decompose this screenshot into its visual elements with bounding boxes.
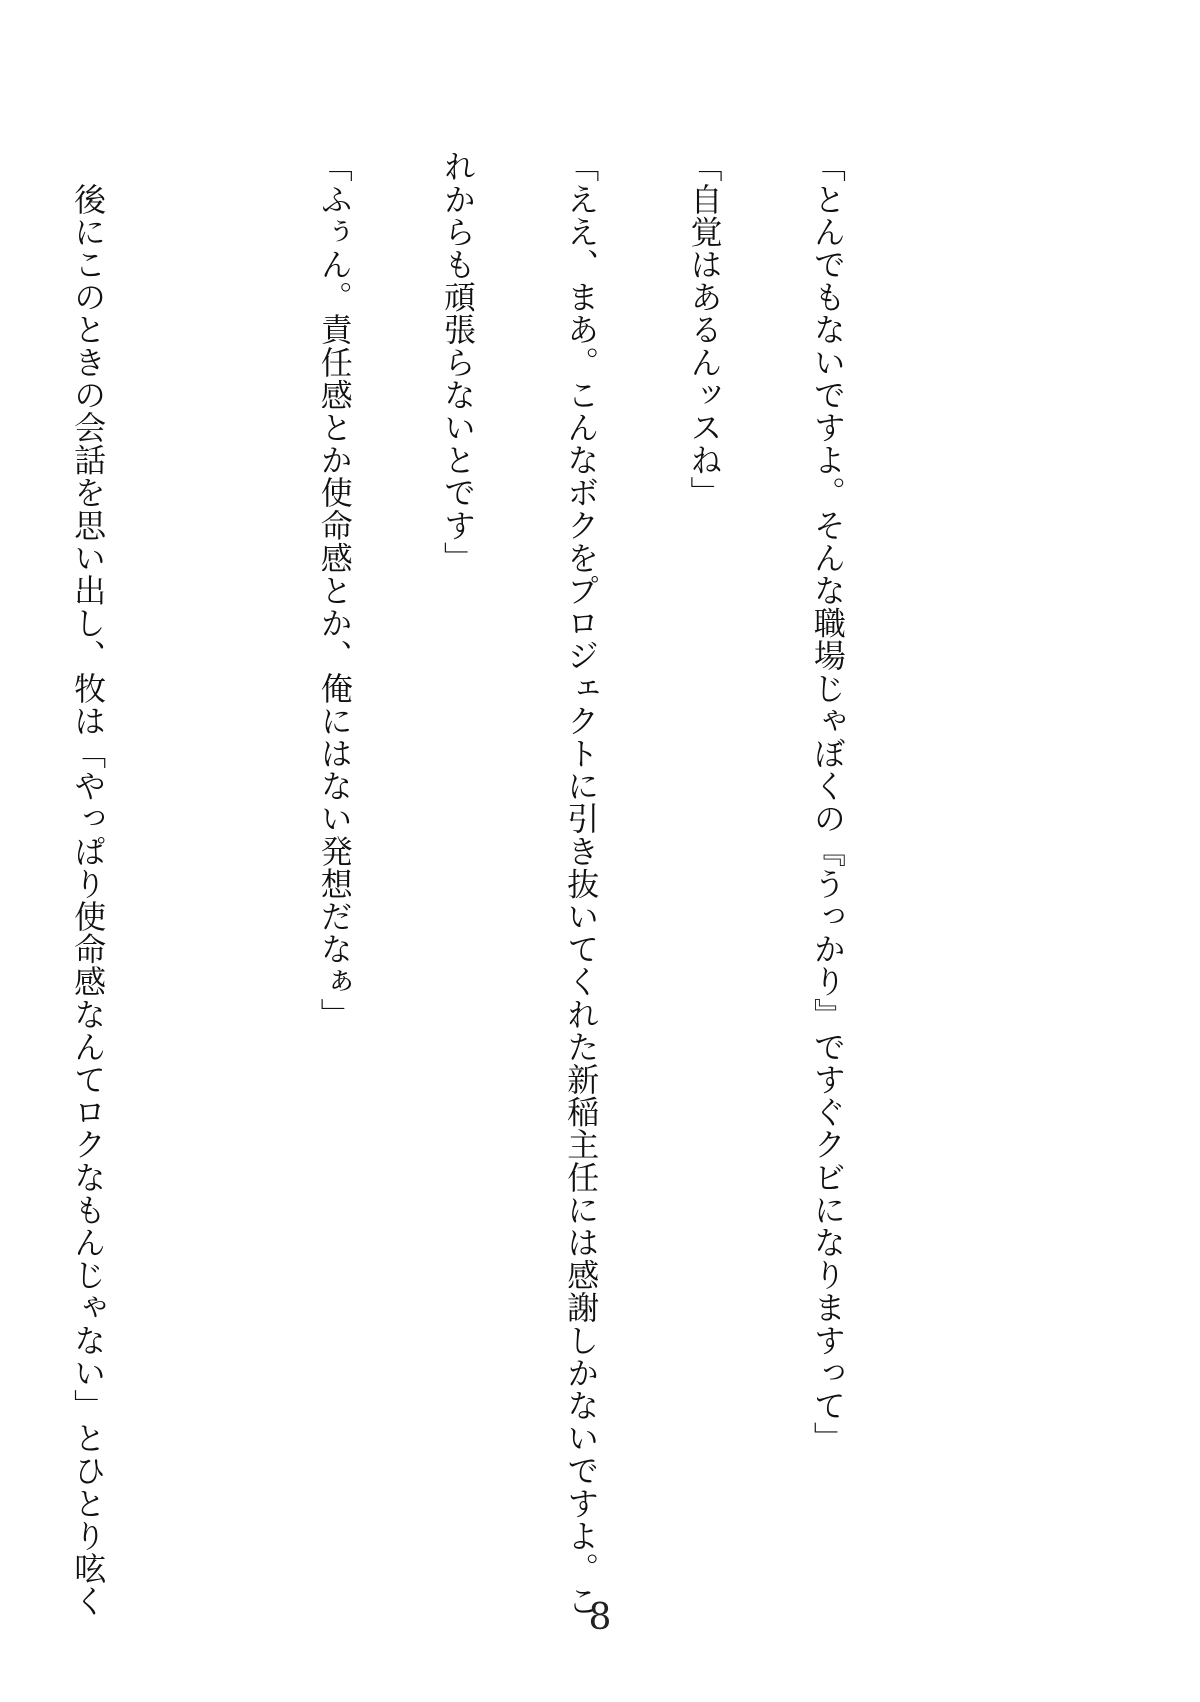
text-line-5: 「ふぅん。責任感とか使命感とか、俺にはない発想だなぁ」	[315, 150, 354, 1031]
text-line-3: 「ええ、まあ。こんなボクをプロジェクトに引き抜いてくれた新稲主任には感謝しかないですよ。こ	[562, 150, 601, 1617]
vertical-text-block	[0, 150, 930, 1617]
text-line-6: 後にこのときの会話を思い出し、牧は「やっぱり使命感なんてロクなもんじゃない」とひとり呟く	[69, 150, 108, 1617]
page-number: 8	[588, 1597, 612, 1638]
blank-line	[190, 150, 231, 1450]
text-line-1: 「とんでもないですよ。そんな職場じゃぼくの『うっかり』ですぐクビになりますって」	[808, 150, 847, 1454]
text-line-2: 「自覚はあるんッスね」	[685, 150, 724, 509]
text-line-4: れからも頑張らないとです」	[438, 150, 477, 574]
